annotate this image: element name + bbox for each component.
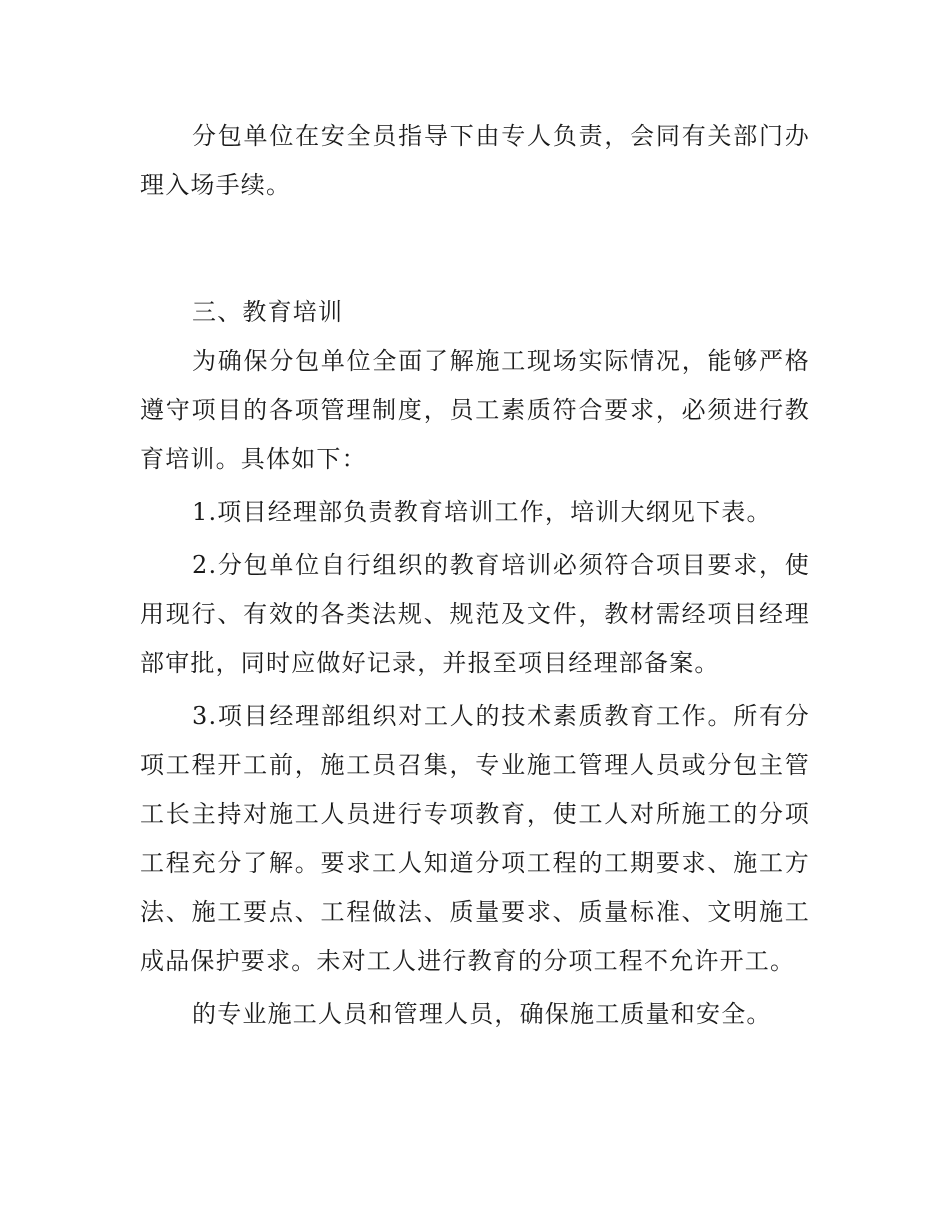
document-page xyxy=(140,112,810,1039)
list-item-1: 1.项目经理部负责教育培训工作，培训大纲见下表。 xyxy=(192,498,772,526)
paragraph-training-intro: 为确保分包单位全面了解施工现场实际情况，能够严格遵守项目的各项管理制度，员工素质符合要求，必须进行教育培训。具体如下： xyxy=(140,347,810,473)
list-item-2: 2.分包单位自行组织的教育培训必须符合项目要求，使用现行、有效的各类法规、规范及文件，教材需经项目经理部审批，同时应做好记录，并报至项目经理部备案。 xyxy=(140,551,810,677)
section-heading-education-training: 三、教育培训 xyxy=(192,298,344,326)
paragraph-closing: 的专业施工人员和管理人员，确保施工质量和安全。 xyxy=(192,1000,772,1028)
paragraph-entry-procedure: 分包单位在安全员指导下由专人负责，会同有关部门办理入场手续。 xyxy=(140,122,810,199)
list-item-3: 3.项目经理部组织对工人的技术素质教育工作。所有分项工程开工前，施工员召集，专业施工管理人员或分包主管工长主持对施工人员进行专项教育，使工人对所施工的分项工程充分了解。要求工人知道分项工程的工期要求、施工方法、施工要点、工程做法、质量要求、质量标准、文明施工成品保护要求。未对工人进行教育的分项工程不允许开工。 xyxy=(140,702,810,975)
